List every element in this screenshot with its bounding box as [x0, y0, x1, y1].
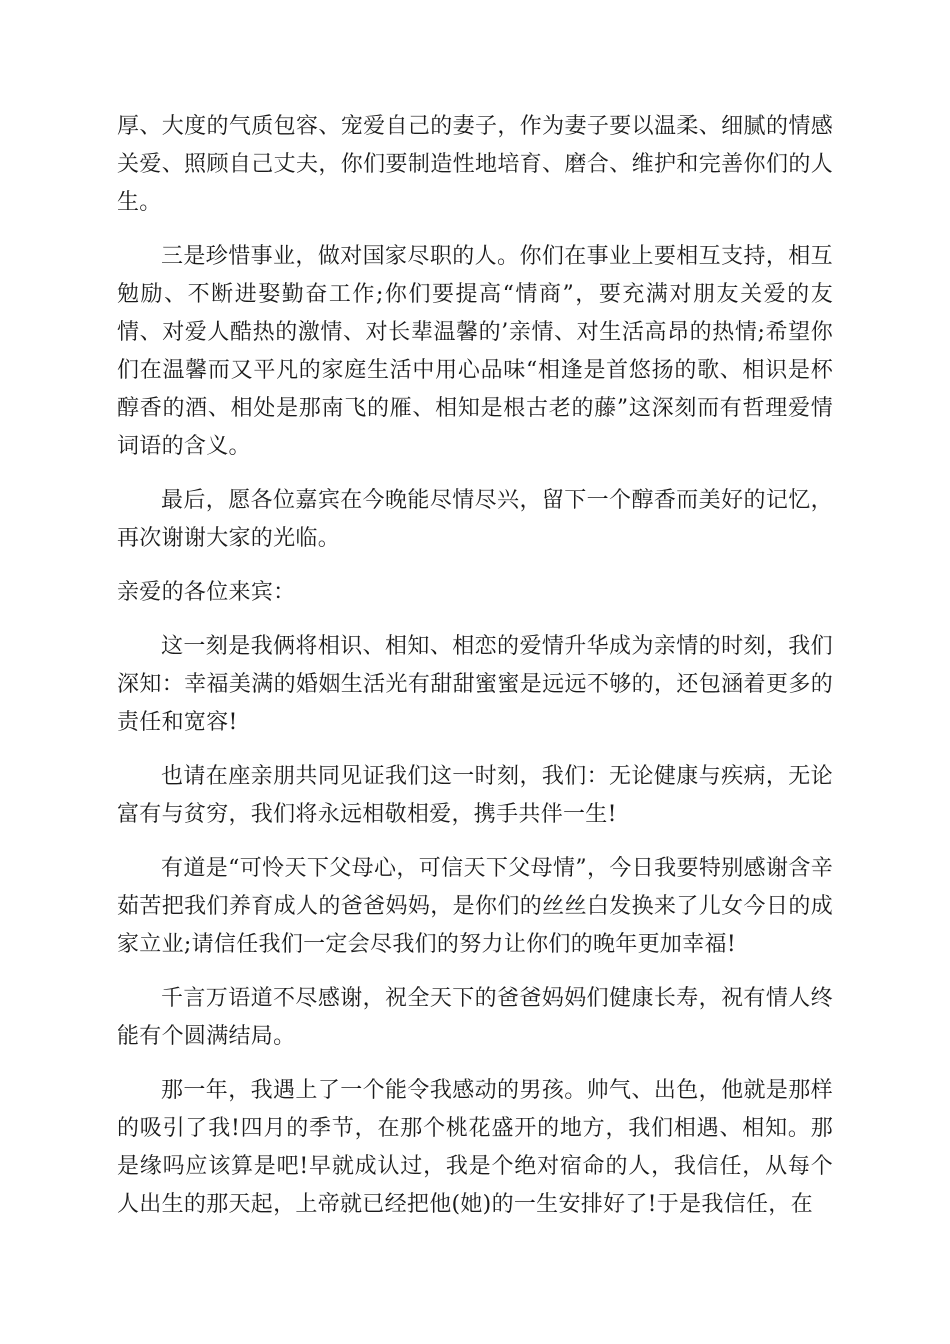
paragraph-3: 最后，愿各位嘉宾在今晚能尽情尽兴，留下一个醇香而美好的记忆，再次谢谢大家的光临。 [117, 488, 833, 551]
paragraph-2: 三是珍惜事业，做对国家尽职的人。你们在事业上要相互支持，相互勉励、不断进娶勤奋工作;你们要提高“情商”，要充满对朋友关爱的友情、对爱人酷热的激情、对长辈温馨的’亲情、对生活高昂的热情;希望你们在温馨而又平凡的家庭生活中用心品味“相逢是首悠扬的歌、相识是杯醇香的酒、相处是那南飞的雁、相知是根古老的藤”这深刻而有哲理爱情词语的含义。 [117, 244, 833, 459]
paragraph-8: 千言万语道不尽感谢，祝全天下的爸爸妈妈们健康长寿，祝有情人终能有个圆满结局。 [117, 986, 833, 1049]
paragraph-1: 厚、大度的气质包容、宠爱自己的妻子，作为妻子要以温柔、细腻的情感关爱、照顾自己丈夫，你们要制造性地培育、磨合、维护和完善你们的人生。 [117, 114, 833, 215]
salutation: 亲爱的各位来宾： [117, 580, 296, 605]
paragraph-6: 也请在座亲朋共同见证我们这一时刻，我们：无论健康与疾病，无论富有与贫穷，我们将永远相敬相爱，携手共伴一生! [117, 764, 833, 827]
paragraph-7: 有道是“可怜天下父母心，可信天下父母情”，今日我要特别感谢含辛茹苦把我们养育成人的爸爸妈妈，是你们的丝丝白发换来了儿女今日的成家立业;请信任我们一定会尽我们的努力让你们的晚年更加幸福! [117, 856, 833, 957]
paragraph-5: 这一刻是我俩将相识、相知、相恋的爱情升华成为亲情的时刻，我们深知：幸福美满的婚姻生活光有甜甜蜜蜜是远远不够的，还包涵着更多的责任和宽容! [117, 634, 833, 735]
paragraph-9: 那一年，我遇上了一个能令我感动的男孩。帅气、出色，他就是那样的吸引了我!四月的季节，在那个桃花盛开的地方，我们相遇、相知。那是缘吗应该算是吧!早就成认过，我是个绝对宿命的人，我信任，从每个人出生的那天起，上帝就已经把他(她)的一生安排好了!于是我信任，在 [117, 1078, 833, 1217]
document-body [117, 108, 833, 1240]
